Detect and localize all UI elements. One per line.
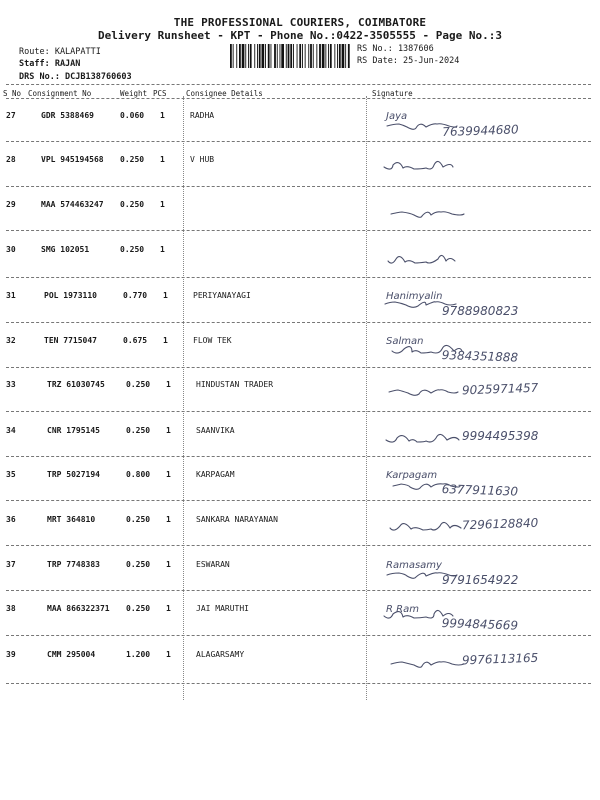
col-header-consignment: Consignment No — [28, 89, 92, 98]
row-pcs: 1 — [163, 291, 168, 300]
row-consignment-no: POL 1973110 — [44, 291, 97, 300]
row-sno: 35 — [6, 470, 16, 479]
row-consignee: ESWARAN — [196, 560, 230, 569]
signature-name-text: Hanimyalin — [386, 291, 443, 302]
row-weight: 0.060 — [120, 111, 145, 120]
row-pcs: 1 — [163, 336, 168, 345]
row-consignment-no: CNR 1795145 — [47, 426, 100, 435]
row-sno: 32 — [6, 336, 16, 345]
col-header-pcs: PCS — [153, 89, 167, 98]
signature-phone-text: 9384351888 — [441, 347, 519, 365]
row-consignment-no: TRP 5027194 — [47, 470, 100, 479]
signature-phone-text: 6377911630 — [441, 481, 519, 499]
handwritten-signature — [372, 418, 582, 458]
row-sno: 27 — [6, 111, 16, 120]
handwritten-signature — [372, 103, 582, 143]
row-pcs: 1 — [160, 245, 165, 254]
col-header-signature: Signature — [372, 89, 413, 98]
row-consignment-no: TRZ 61030745 — [47, 380, 105, 389]
handwritten-signature — [372, 462, 582, 502]
row-divider — [6, 456, 591, 457]
row-sno: 28 — [6, 155, 16, 164]
signature-phone-text: 7639944680 — [442, 122, 519, 140]
row-consignment-no: MAA 574463247 — [41, 200, 104, 209]
route-label: Route: KALAPATTI — [19, 47, 101, 57]
signature-phone-text: 9994845669 — [441, 615, 519, 633]
table-row — [0, 650, 600, 695]
row-sno: 36 — [6, 515, 16, 524]
rs-date: RS Date: 25-Jun-2024 — [357, 56, 460, 66]
signature-name-text: R Ram — [386, 604, 419, 615]
header-divider-top — [6, 84, 591, 85]
signature-phone-text: 9994495398 — [462, 429, 539, 443]
col-header-weight: Weight — [120, 89, 148, 98]
runsheet-title: THE PROFESSIONAL COURIERS, COIMBATORE — [173, 16, 427, 29]
row-sno: 38 — [6, 604, 16, 613]
row-pcs: 1 — [166, 560, 171, 569]
row-divider — [6, 545, 591, 546]
row-pcs: 1 — [160, 200, 165, 209]
row-consignee: PERIYANAYAGI — [193, 291, 251, 300]
row-divider — [6, 590, 591, 591]
signature-phone-text: 9025971457 — [461, 380, 539, 398]
handwritten-signature — [372, 552, 582, 592]
row-divider — [6, 500, 591, 501]
row-weight: 0.800 — [126, 470, 151, 479]
runsheet-subtitle: Delivery Runsheet - KPT - Phone No.:0422-3505555 - Page No.:3 — [98, 29, 502, 42]
row-weight: 0.250 — [120, 155, 145, 164]
signature-phone-text: 7296128840 — [461, 515, 539, 533]
row-divider — [6, 141, 591, 142]
row-consignee: SAANVIKA — [196, 426, 235, 435]
rs-number: RS No.: 1387606 — [357, 44, 434, 54]
row-divider — [6, 683, 591, 684]
handwritten-signature — [372, 192, 582, 232]
row-pcs: 1 — [166, 650, 171, 659]
row-consignee: KARPAGAM — [196, 470, 235, 479]
row-divider — [6, 186, 591, 187]
row-consignee: SANKARA NARAYANAN — [196, 515, 278, 524]
row-consignee: HINDUSTAN TRADER — [196, 380, 274, 389]
row-pcs: 1 — [166, 426, 171, 435]
row-pcs: 1 — [166, 470, 171, 479]
row-divider — [6, 230, 591, 231]
handwritten-signature — [372, 372, 582, 412]
row-consignee: V HUB — [190, 155, 215, 164]
handwritten-signature — [372, 596, 582, 636]
row-weight: 0.250 — [120, 200, 145, 209]
row-divider — [6, 322, 591, 323]
signature-name-text: Salman — [386, 336, 424, 347]
row-weight: 0.250 — [126, 426, 151, 435]
row-pcs: 1 — [166, 515, 171, 524]
row-consignment-no: TEN 7715047 — [44, 336, 97, 345]
row-weight: 0.250 — [126, 515, 151, 524]
handwritten-signature — [372, 237, 582, 277]
handwritten-signature — [372, 507, 582, 547]
row-weight: 0.770 — [123, 291, 148, 300]
row-consignment-no: VPL 945194568 — [41, 155, 104, 164]
row-weight: 0.250 — [126, 380, 151, 389]
row-sno: 29 — [6, 200, 16, 209]
row-divider — [6, 411, 591, 412]
row-sno: 39 — [6, 650, 16, 659]
signature-name-text: Karpagam — [386, 470, 438, 481]
signature-phone-text: 9788980823 — [442, 304, 519, 318]
row-divider — [6, 277, 591, 278]
row-consignment-no: GDR 5388469 — [41, 111, 94, 120]
signature-phone-text: 9791654922 — [442, 573, 519, 587]
row-pcs: 1 — [160, 111, 165, 120]
row-consignee: JAI MARUTHI — [196, 604, 249, 613]
handwritten-signature — [372, 283, 582, 323]
row-sno: 31 — [6, 291, 16, 300]
row-weight: 0.250 — [126, 560, 151, 569]
signature-phone-text: 9976113165 — [461, 650, 539, 668]
row-sno: 33 — [6, 380, 16, 389]
row-consignment-no: SMG 102051 — [41, 245, 90, 254]
signature-name-text: Ramasamy — [386, 560, 442, 571]
row-pcs: 1 — [160, 155, 165, 164]
handwritten-signature — [372, 147, 582, 187]
row-weight: 1.200 — [126, 650, 151, 659]
row-consignment-no: MRT 364810 — [47, 515, 96, 524]
runsheet-barcode — [230, 44, 350, 68]
header-divider-bottom — [6, 98, 591, 99]
row-sno: 30 — [6, 245, 16, 254]
row-divider — [6, 635, 591, 636]
row-weight: 0.675 — [123, 336, 148, 345]
row-weight: 0.250 — [126, 604, 151, 613]
row-consignee: ALAGARSAMY — [196, 650, 245, 659]
row-sno: 37 — [6, 560, 16, 569]
row-sno: 34 — [6, 426, 16, 435]
staff-label: Staff: RAJAN — [19, 59, 81, 69]
row-pcs: 1 — [166, 380, 171, 389]
handwritten-signature — [372, 642, 582, 682]
signature-name-text: Jaya — [386, 111, 408, 122]
col-header-sno: S No — [3, 89, 22, 98]
handwritten-signature — [372, 328, 582, 368]
col-header-consignee: Consignee Details — [186, 89, 263, 98]
row-pcs: 1 — [166, 604, 171, 613]
drs-number: DRS No.: DCJB138760603 — [19, 72, 132, 82]
row-consignee: FLOW TEK — [193, 336, 232, 345]
row-consignment-no: TRP 7748383 — [47, 560, 100, 569]
row-consignee: RADHA — [190, 111, 215, 120]
row-consignment-no: MAA 866322371 — [47, 604, 110, 613]
row-divider — [6, 367, 591, 368]
row-weight: 0.250 — [120, 245, 145, 254]
row-consignment-no: CMM 295004 — [47, 650, 96, 659]
